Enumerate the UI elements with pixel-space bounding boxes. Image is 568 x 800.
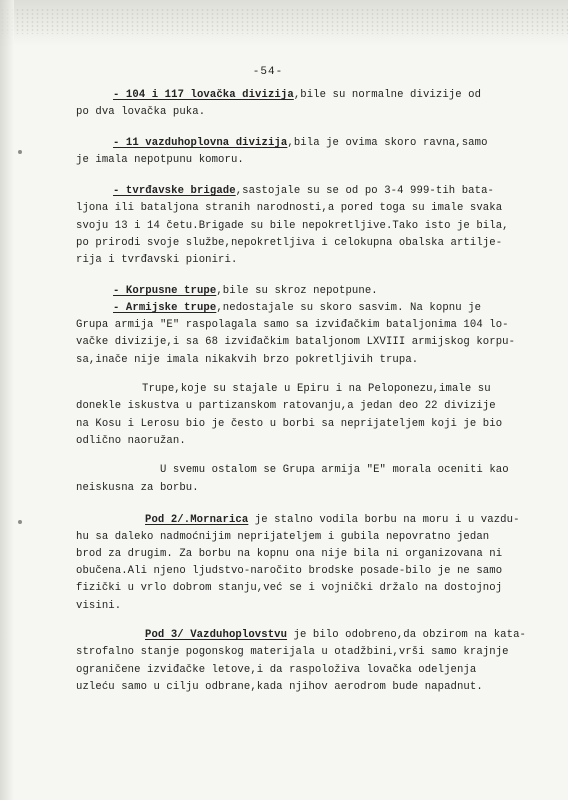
underlined-heading: - 11 vazduhoplovna divizija [113,137,288,149]
text-line [76,564,502,578]
underlined-heading: Pod 2/.Mornarica [145,514,249,526]
text-line [76,253,237,267]
text-run: uzleću samo u cilju odbrane,kada njihov aerodrom bude napadnut. [76,681,483,693]
text-line [76,105,205,119]
text-run: svoju 13 i 14 četu.Brigade su bile nepokretljive.Tako isto je bila, [76,220,509,232]
text-run: fizički u vrlo dobrom stanju,već se i vojnički držalo na dostojnoj [76,582,503,594]
text-run: ,bile su normalne divizije od [293,89,482,101]
text-run: ,bile su skroz nepotpune. [216,285,378,297]
text-run: visini. [76,600,122,612]
text-line [76,417,502,431]
underlined-heading: - tvrđavske brigade [113,185,236,197]
text-run: ograničene izviđačke letove,i da raspoloživa lovačka odeljenja [76,664,477,676]
text-line [76,219,509,233]
text-run: je bilo odobreno,da obzirom na kata- [287,629,526,641]
text-line [113,88,481,102]
text-run: ,nedostajale su skoro sasvim. Na kopnu je [216,302,482,314]
binding-hole-mark [18,150,22,154]
text-line [76,481,199,495]
underlined-heading: - 104 i 117 lovačka divizija [113,89,294,101]
text-run: ,sastojale su se od po 3-4 999-tih bata- [235,185,494,197]
binding-hole-mark [18,520,22,524]
page-number: -54- [252,66,284,78]
text-line [76,530,489,544]
text-line [76,663,476,677]
text-run: sa,inače nije imala nikakvih brzo pokretljivih trupa. [76,354,419,366]
text-line [76,599,121,613]
text-line [145,628,526,642]
text-run: na Kosu i Lerosu bio je često u borbi sa neprijateljem koji je bio [76,418,503,430]
text-run: ,bila je ovima skoro ravna,samo [287,137,488,149]
text-line [76,581,502,595]
text-run: U svemu ostalom se Grupa armija "E" morala oceniti kao [160,464,509,476]
text-run: ljona ili bataljona stranih narodnosti,a pored toga su imale svaka [76,202,503,214]
text-run: neiskusna za borbu. [76,482,199,494]
underlined-heading: - Armijske trupe [113,302,217,314]
text-line [76,318,509,332]
text-line [76,399,496,413]
text-line [76,353,418,367]
text-run: brod za drugim. Za borbu na kopnu ona nije bila ni organizovana ni [76,548,503,560]
text-line [113,184,494,198]
text-run: po prirodi svoje službe,nepokretljiva i celokupna obalska artilje- [76,237,503,249]
text-run: je stalno vodila borbu na moru i u vazdu- [248,514,520,526]
text-run: donekle iskustva u partizanskom ratovanju,a jedan deo 22 divizije [76,400,496,412]
text-line [142,382,491,396]
text-line [76,153,244,167]
text-line [113,301,481,315]
text-run: strofalno stanje pogonskog materijala u otadžbini,vrši samo krajnje [76,646,509,658]
underlined-heading: Pod 3/ Vazduhoplovstvu [145,629,288,641]
text-run: odlično naoružan. [76,435,186,447]
scan-noise [0,8,568,34]
text-run: hu sa daleko nadmoćnijim neprijateljem i gubila nepovratno jedan [76,531,490,543]
text-run: po dva lovačka puka. [76,106,206,118]
text-line [113,136,488,150]
text-run: vačke divizije,i sa 68 izviđačkim bataljonom LXVIII armijskog korpu- [76,336,516,348]
text-line [76,201,502,215]
text-run: obučena.Ali njeno ljudstvo-naročito brodske posade-bilo je ne samo [76,565,503,577]
text-line [76,236,502,250]
text-line [76,547,502,561]
text-line [160,463,509,477]
text-run: Trupe,koje su stajale u Epiru i na Peloponezu,imale su [142,383,491,395]
underlined-heading: - Korpusne trupe [113,285,217,297]
text-run: rija i tvrđavski pioniri. [76,254,238,266]
text-run: je imala nepotpunu komoru. [76,154,244,166]
text-line [113,284,378,298]
text-run: Grupa armija "E" raspolagala samo sa izviđačkim bataljonima 104 lo- [76,319,509,331]
text-line [76,335,515,349]
text-line [145,513,520,527]
text-line [76,434,186,448]
scan-left-edge [0,0,14,800]
text-line [76,645,509,659]
text-line [76,680,483,694]
